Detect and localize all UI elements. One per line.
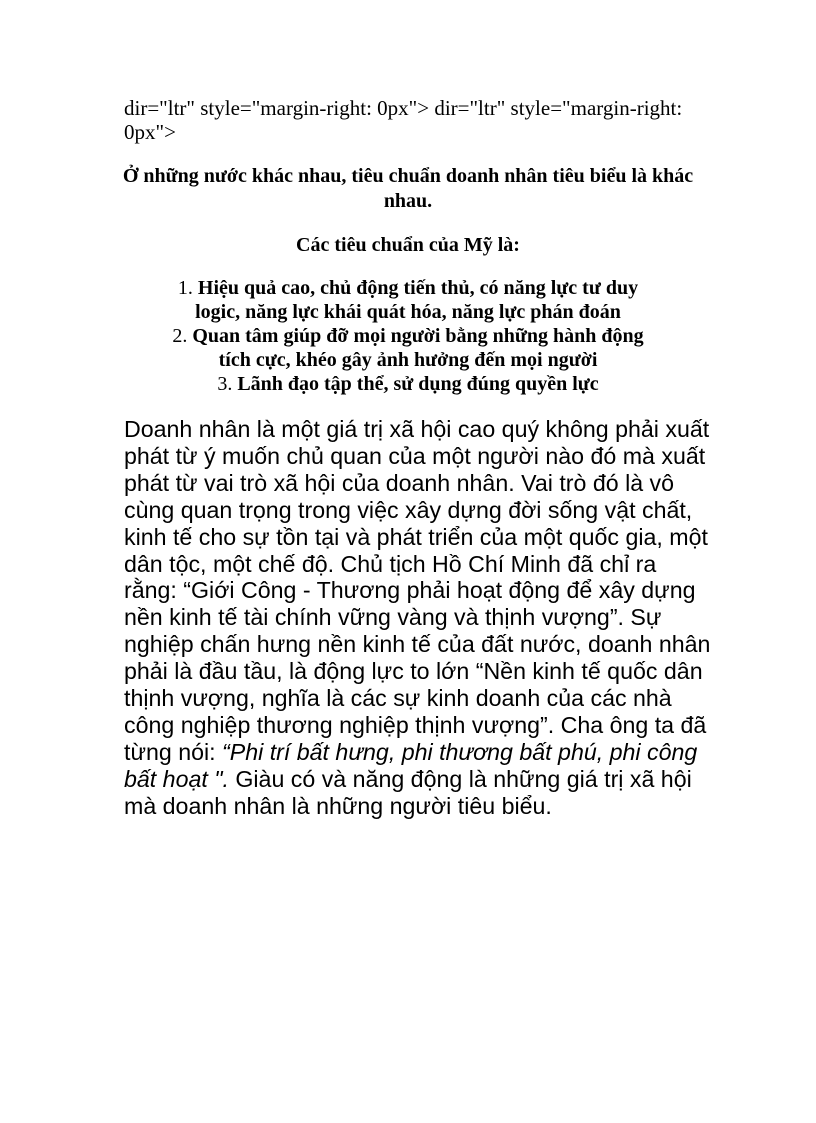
stray-markup-text: dir="ltr" style="margin-right: 0px"> dir="ltr" style="margin-right: 0px"> <box>124 96 683 144</box>
criteria-subheading: Các tiêu chuẩn của Mỹ là: <box>296 234 520 256</box>
list-item-number: 3. <box>217 373 233 395</box>
list-item-text: tích cực, khéo gây ảnh hưởng đến mọi người <box>218 349 598 371</box>
list-item-number: 1. <box>177 277 193 299</box>
body-paragraph <box>124 416 714 820</box>
list-item-text: Lãnh đạo tập thể, sử dụng đúng quyền lực <box>237 373 599 395</box>
list-item <box>110 324 706 348</box>
list-item-continuation <box>110 348 706 372</box>
paragraph-tail: Giàu có và năng động là những giá trị xã hội mà doanh nhân là những người tiêu biểu. <box>124 765 692 819</box>
list-item-text: Hiệu quả cao, chủ động tiến thủ, có năng lực tư duy <box>197 277 639 299</box>
list-item-text: Quan tâm giúp đỡ mọi người bằng những hành động <box>192 325 644 347</box>
list-item-text: logic, năng lực khái quát hóa, năng lực phán đoán <box>195 301 621 323</box>
list-item-number: 2. <box>172 325 188 347</box>
criteria-list <box>110 276 706 396</box>
list-item-continuation <box>110 300 706 324</box>
paragraph-lead: Doanh nhân là một giá trị xã hội cao quý không phải xuất phát từ ý muốn chủ quan của một người nào đó mà xuất phát từ vai trò xã hội của doanh nhân. Vai trò đó là vô cùng quan trọng trong việc xây dựng đời sống vật chất, kinh tế cho sự tồn tại và phát triển của một quốc gia, một dân tộc, một chế độ. Chủ tịch Hồ Chí Minh đã chỉ ra rằng: “Giới Công - Thương phải hoạt động để xây dựng nền kinh tế tài chính vững vàng và thịnh vượng”. Sự nghiệp chấn hưng nền kinh tế của đất nước, doanh nhân phải là đầu tầu, là động lực to lớn “Nền kinh tế quốc dân thịnh vượng, nghĩa là các sự kinh doanh của các nhà công nghiệp thương nghiệp thịnh vượng”. Cha ông ta đã từng nói: <box>124 416 711 765</box>
list-item <box>110 372 706 396</box>
proverb-quote: “Phi trí bất hưng, phi thương bất phú, phi công bất hoạt ". <box>124 738 698 792</box>
list-item <box>110 276 706 300</box>
page-heading: Ở những nước khác nhau, tiêu chuẩn doanh nhân tiêu biểu là khác nhau. <box>122 165 694 212</box>
